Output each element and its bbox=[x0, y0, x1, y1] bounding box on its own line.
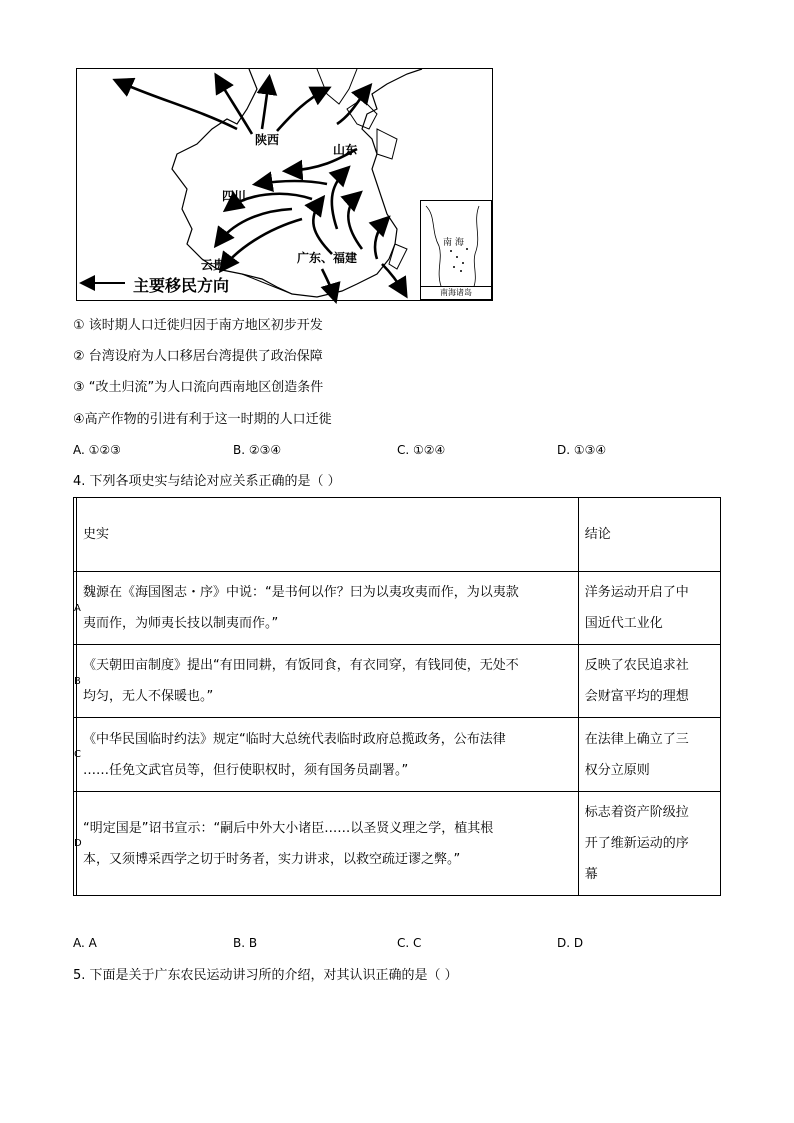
map-legend-label: 主要移民方向 bbox=[133, 276, 230, 295]
map-label-shaanxi: 陕西 bbox=[255, 133, 280, 147]
table-row bbox=[74, 718, 721, 792]
fact-line: 均匀，无人不保暖也。” bbox=[83, 689, 214, 704]
conclusion-line: 标志着资产阶级拉 bbox=[584, 805, 689, 820]
row-fact bbox=[77, 572, 579, 645]
fact-line: 夷而作，为师夷长技以制夷而作。” bbox=[83, 616, 279, 631]
q4-option-d: D. D bbox=[557, 936, 584, 950]
q3-option-c: C. ①②④ bbox=[397, 443, 446, 457]
south-china-sea-inset bbox=[420, 200, 492, 300]
conclusion-line: 在法律上确立了三 bbox=[584, 731, 689, 747]
map-label-shandong: 山东 bbox=[333, 143, 358, 157]
fact-line: ……任免文武官员等，但行使职权时，须有国务员副署。” bbox=[83, 762, 409, 778]
conclusion-line: 国近代工业化 bbox=[584, 616, 663, 631]
table-row bbox=[74, 572, 721, 645]
fact-line: “明定国是”诏书宣示：“嗣后中外大小诸臣……以圣贤义理之学，植其根 bbox=[83, 820, 494, 836]
q4-option-c: C. C bbox=[397, 936, 422, 950]
conclusion-line: 幕 bbox=[584, 867, 598, 882]
row-conclusion bbox=[578, 572, 720, 645]
row-key: A bbox=[74, 572, 77, 645]
row-fact bbox=[77, 718, 579, 792]
row-key: D bbox=[74, 792, 77, 896]
map-label-guangdong-fujian: 广东、福建 bbox=[297, 251, 358, 265]
q3-option-a: A. ①②③ bbox=[73, 443, 121, 457]
table-row bbox=[74, 792, 721, 896]
row-fact bbox=[77, 645, 579, 718]
conclusion-line: 开了维新运动的序 bbox=[584, 836, 689, 851]
row-conclusion bbox=[578, 718, 720, 792]
row-key: B bbox=[74, 645, 77, 718]
fact-line: 《中华民国临时约法》规定“临时大总统代表临时政府总揽政务，公布法律 bbox=[83, 731, 506, 747]
migration-arrows bbox=[117, 77, 405, 299]
fact-line: 魏源在《海国图志・序》中说：“是书何以作？曰为以夷攻夷而作，为以夷款 bbox=[83, 585, 519, 600]
q4-option-a: A. A bbox=[73, 936, 97, 950]
inset-sea-label: 南 海 bbox=[443, 238, 464, 248]
table-header-row bbox=[74, 498, 721, 572]
header-conclusion: 结论 bbox=[578, 498, 720, 572]
q3-option-b: B. ②③④ bbox=[233, 443, 282, 457]
fact-line: 本，又须博采西学之切于时务者，实力讲求，以救空疏迂谬之弊。” bbox=[83, 851, 461, 867]
conclusion-line: 反映了农民追求社 bbox=[584, 658, 689, 673]
statement-3: ③ “改土归流”为人口流向西南地区创造条件 bbox=[73, 380, 324, 395]
statement-4: ④高产作物的引进有利于这一时期的人口迁徙 bbox=[73, 412, 332, 427]
header-fact: 史实 bbox=[77, 498, 579, 572]
q4-option-b: B. B bbox=[233, 936, 258, 950]
inset-drawing bbox=[421, 201, 491, 299]
row-fact bbox=[77, 792, 579, 896]
row-conclusion bbox=[578, 792, 720, 896]
q4-table bbox=[73, 497, 721, 896]
statement-2: ② 台湾设府为人口移居台湾提供了政治保障 bbox=[73, 349, 323, 364]
table-row bbox=[74, 645, 721, 718]
map-label-yungui: 云贵 bbox=[201, 258, 226, 272]
map-label-sichuan: 四川 bbox=[222, 189, 247, 203]
statement-1: ① 该时期人口迁徙归因于南方地区初步开发 bbox=[73, 318, 323, 333]
row-key: C bbox=[74, 718, 77, 792]
inset-caption: 南海诸岛 bbox=[421, 286, 491, 299]
conclusion-line: 权分立原则 bbox=[584, 762, 650, 778]
q3-option-d: D. ①③④ bbox=[557, 443, 607, 457]
row-conclusion bbox=[578, 645, 720, 718]
fact-line: 《天朝田亩制度》提出“有田同耕，有饭同食，有衣同穿，有钱同使，无处不 bbox=[83, 658, 519, 673]
conclusion-line: 会财富平均的理想 bbox=[584, 689, 689, 704]
conclusion-line: 洋务运动开启了中 bbox=[584, 585, 689, 600]
q4-stem: 4. 下列各项史实与结论对应关系正确的是（ ） bbox=[73, 474, 341, 489]
q5-stem: 5. 下面是关于广东农民运动讲习所的介绍，对其认识正确的是（ ） bbox=[73, 968, 458, 983]
